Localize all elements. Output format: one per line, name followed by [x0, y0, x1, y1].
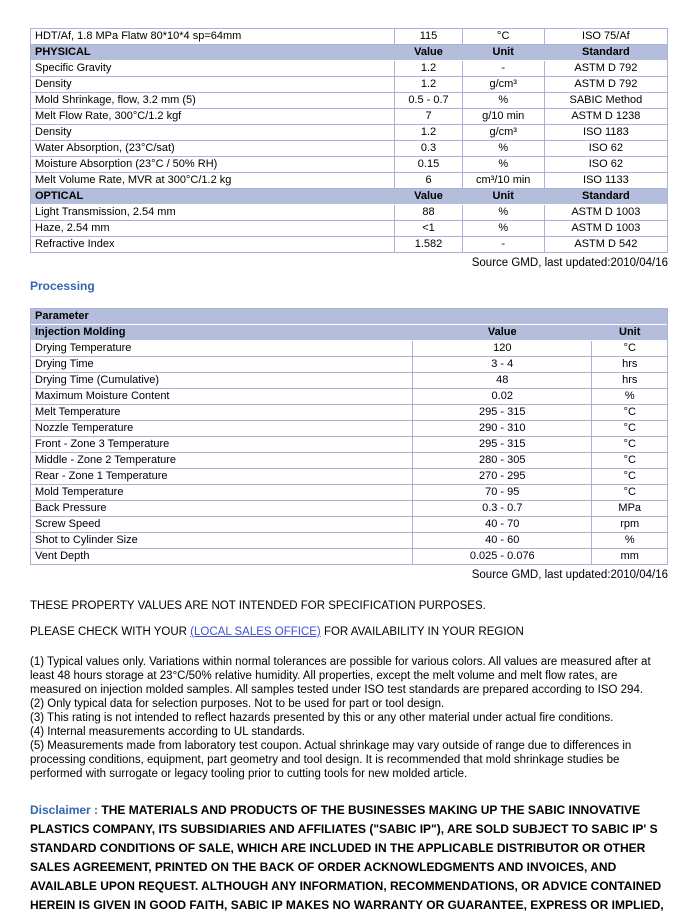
property-row — [31, 237, 667, 253]
cell-name: HDT/Af, 1.8 MPa Flatw 80*10*4 sp=64mm — [31, 29, 395, 45]
property-row — [31, 205, 667, 221]
cell-name: OPTICAL — [31, 189, 395, 205]
cell-name: Mold Temperature — [31, 485, 413, 501]
cell-value: 3 - 4 — [413, 357, 592, 373]
processing-table-body — [31, 309, 667, 564]
group-header-cell: Injection Molding — [31, 325, 413, 341]
cell-standard: ASTM D 792 — [544, 61, 667, 77]
cell-unit: cm³/10 min — [462, 173, 544, 189]
value-header-cell: Value — [413, 325, 592, 341]
cell-name: Melt Flow Rate, 300°C/1.2 kgf — [31, 109, 395, 125]
cell-name: Nozzle Temperature — [31, 421, 413, 437]
processing-row — [31, 549, 667, 565]
cell-value: 120 — [413, 341, 592, 357]
cell-name: Middle - Zone 2 Temperature — [31, 453, 413, 469]
cell-unit: °C — [592, 469, 667, 485]
footnote-5: (5) Measurements made from laboratory test coupon. Actual shrinkage may vary outside of range due to differences in processing conditions, equipment, part geometry and tool design. It is recommended that mold shrinkage studies be performed with surrogate or legacy tooling prior to cutting tools for new molded article. — [30, 740, 632, 780]
cell-unit: MPa — [592, 501, 667, 517]
cell-name: Back Pressure — [31, 501, 413, 517]
cell-value: 48 — [413, 373, 592, 389]
cell-unit: % — [462, 93, 544, 109]
cell-name: Light Transmission, 2.54 mm — [31, 205, 395, 221]
cell-value: 270 - 295 — [413, 469, 592, 485]
cell-unit: °C — [592, 453, 667, 469]
property-row — [31, 157, 667, 173]
cell-unit: g/10 min — [462, 109, 544, 125]
cell-value: 40 - 60 — [413, 533, 592, 549]
cell-name: Specific Gravity — [31, 61, 395, 77]
cell-name: Density — [31, 77, 395, 93]
cell-unit: rpm — [592, 517, 667, 533]
property-row — [31, 93, 667, 109]
section-header-row — [31, 45, 667, 61]
cell-unit: % — [592, 389, 667, 405]
cell-value: 40 - 70 — [413, 517, 592, 533]
cell-unit: °C — [592, 421, 667, 437]
cell-value: 280 - 305 — [413, 453, 592, 469]
processing-source-note: Source GMD, last updated:2010/04/16 — [471, 569, 668, 581]
cell-value: 1.2 — [395, 77, 462, 93]
cell-unit: °C — [462, 29, 544, 45]
cell-value: 7 — [395, 109, 462, 125]
processing-row — [31, 501, 667, 517]
cell-value: 1.2 — [395, 61, 462, 77]
cell-standard: ASTM D 1003 — [544, 221, 667, 237]
cell-name: Rear - Zone 1 Temperature — [31, 469, 413, 485]
cell-value: Value — [395, 45, 462, 61]
cell-unit: Unit — [462, 189, 544, 205]
processing-row — [31, 453, 667, 469]
cell-value: 0.3 - 0.7 — [413, 501, 592, 517]
disclaimer-paragraph — [30, 801, 668, 915]
property-row — [31, 125, 667, 141]
cell-unit: °C — [592, 341, 667, 357]
cell-unit: °C — [592, 437, 667, 453]
cell-unit: % — [462, 157, 544, 173]
property-row — [31, 109, 667, 125]
cell-value: 6 — [395, 173, 462, 189]
processing-row — [31, 421, 667, 437]
cell-name: Melt Volume Rate, MVR at 300°C/1.2 kg — [31, 173, 395, 189]
properties-table-body — [31, 29, 667, 252]
cell-standard: ISO 75/Af — [544, 29, 667, 45]
availability-suffix: FOR AVAILABILITY IN YOUR REGION — [320, 626, 524, 638]
cell-standard: ISO 62 — [544, 141, 667, 157]
cell-name: PHYSICAL — [31, 45, 395, 61]
cell-value: 0.3 — [395, 141, 462, 157]
section-header-row — [31, 189, 667, 205]
cell-name: Density — [31, 125, 395, 141]
processing-row — [31, 469, 667, 485]
cell-name: Maximum Moisture Content — [31, 389, 413, 405]
cell-value: 70 - 95 — [413, 485, 592, 501]
parameter-header-cell: Parameter — [31, 309, 667, 325]
cell-name: Drying Time (Cumulative) — [31, 373, 413, 389]
cell-unit: % — [462, 141, 544, 157]
cell-value: 88 — [395, 205, 462, 221]
cell-value: 1.2 — [395, 125, 462, 141]
property-row — [31, 141, 667, 157]
processing-row — [31, 533, 667, 549]
cell-value: 0.025 - 0.076 — [413, 549, 592, 565]
cell-unit: mm — [620, 550, 639, 562]
cell-unit: - — [462, 61, 544, 77]
cell-unit: °C — [592, 405, 667, 421]
cell-standard: ISO 1133 — [544, 173, 667, 189]
processing-row — [31, 373, 667, 389]
cell-value: <1 — [395, 221, 462, 237]
disclaimer-text: THE MATERIALS AND PRODUCTS OF THE BUSINESSES MAKING UP THE SABIC INNOVATIVE PLASTICS COMPANY, ITS SUBSIDIARIES AND AFFILIATES ("SABIC IP"), ARE SOLD SUBJECT TO SABIC IP' S STANDARD CONDITIONS OF SALE, WHICH ARE INCLUDED IN THE APPLICABLE DISTRIBUTOR OR OTHER SALES AGREEMENT, PRINTED ON THE BACK OF ORDER ACKNOWLEDGMENTS AND INVOICES, AND AVAILABLE UPON REQUEST. ALTHOUGH ANY INFORMATION, RECOMMENDATIONS, OR ADVICE CONTAINED HEREIN IS GIVEN IN GOOD FAITH, SABIC IP MAKES NO WARRANTY OR GUARANTEE, EXPRESS OR IMPLIED, — [30, 803, 664, 912]
cell-name: Drying Temperature — [31, 341, 413, 357]
cell-standard: ASTM D 1238 — [544, 109, 667, 125]
footnotes-block — [30, 655, 668, 781]
cell-standard: ISO 1183 — [544, 125, 667, 141]
cell-unit: % — [592, 533, 667, 549]
cell-standard: SABIC Method — [544, 93, 667, 109]
property-row — [31, 173, 667, 189]
cell-unit: % — [462, 221, 544, 237]
cell-standard: Standard — [544, 189, 667, 205]
cell-value: 0.15 — [395, 157, 462, 173]
cell-name: Melt Temperature — [31, 405, 413, 421]
processing-row — [31, 341, 667, 357]
cell-name: Moisture Absorption (23°C / 50% RH) — [31, 157, 395, 173]
cell-unit: g/cm³ — [462, 77, 544, 93]
properties-table — [30, 28, 668, 253]
cell-standard: Standard — [544, 45, 667, 61]
cell-unit: hrs — [592, 373, 667, 389]
cell-unit: °C — [592, 485, 667, 501]
processing-table — [30, 308, 668, 565]
property-row — [31, 61, 667, 77]
processing-row — [31, 389, 667, 405]
cell-standard: ASTM D 792 — [544, 77, 667, 93]
processing-row — [31, 517, 667, 533]
cell-name: Mold Shrinkage, flow, 3.2 mm (5) — [31, 93, 395, 109]
property-row — [31, 221, 667, 237]
properties-source-note: Source GMD, last updated:2010/04/16 — [471, 257, 668, 269]
footnote-4: (4) Internal measurements according to UL standards. — [30, 726, 306, 738]
cell-unit: hrs — [592, 357, 667, 373]
injection-molding-header-row — [31, 325, 667, 341]
processing-row — [31, 357, 667, 373]
cell-name: Drying Time — [31, 357, 413, 373]
cell-name: Water Absorption, (23°C/sat) — [31, 141, 395, 157]
disclaimer-label: Disclaimer : — [30, 803, 99, 817]
cell-value: Value — [395, 189, 462, 205]
footnote-1: (1) Typical values only. Variations within normal tolerances are possible for various colors. All values are measured after at least 48 hours storage at 23°C/50% relative humidity. All properties, except the melt volume and melt flow rates, are measured on injection molded samples. All samples tested under ISO test standards are prepared according to ISO 294. — [30, 656, 651, 696]
unit-header-cell: Unit — [592, 325, 667, 341]
spec-purpose-statement: THESE PROPERTY VALUES ARE NOT INTENDED FOR SPECIFICATION PURPOSES. — [30, 600, 486, 612]
cell-unit: - — [462, 237, 544, 253]
cell-name: Vent Depth — [31, 549, 413, 565]
cell-standard: ASTM D 1003 — [544, 205, 667, 221]
property-row — [31, 77, 667, 93]
cell-name: Shot to Cylinder Size — [31, 533, 413, 549]
cell-value: 295 - 315 — [413, 437, 592, 453]
cell-value: 115 — [395, 29, 462, 45]
cell-value: 0.02 — [413, 389, 592, 405]
local-sales-office-link[interactable]: (LOCAL SALES OFFICE) — [190, 626, 321, 638]
cell-value: 290 - 310 — [413, 421, 592, 437]
cell-standard: ASTM D 542 — [574, 238, 638, 250]
cell-name: Refractive Index — [31, 237, 395, 253]
cell-standard: ISO 62 — [544, 157, 667, 173]
footnote-2: (2) Only typical data for selection purposes. Not to be used for part or tool design. — [30, 698, 445, 710]
processing-row — [31, 405, 667, 421]
processing-row — [31, 437, 667, 453]
availability-statement — [30, 625, 668, 639]
cell-name: Front - Zone 3 Temperature — [31, 437, 413, 453]
property-row — [31, 29, 667, 45]
processing-heading: Processing — [30, 279, 95, 293]
cell-value: 1.582 — [395, 237, 462, 253]
availability-prefix: PLEASE CHECK WITH YOUR — [30, 626, 191, 638]
footnote-3: (3) This rating is not intended to reflect hazards presented by this or any other material under actual fire conditions. — [30, 712, 614, 724]
processing-row — [31, 485, 667, 501]
cell-value: 295 - 315 — [413, 405, 592, 421]
cell-unit: % — [462, 205, 544, 221]
cell-unit: Unit — [462, 45, 544, 61]
cell-unit: g/cm³ — [462, 125, 544, 141]
parameter-header-row — [31, 309, 667, 325]
cell-name: Screw Speed — [31, 517, 413, 533]
cell-value: 0.5 - 0.7 — [395, 93, 462, 109]
cell-name: Haze, 2.54 mm — [31, 221, 395, 237]
